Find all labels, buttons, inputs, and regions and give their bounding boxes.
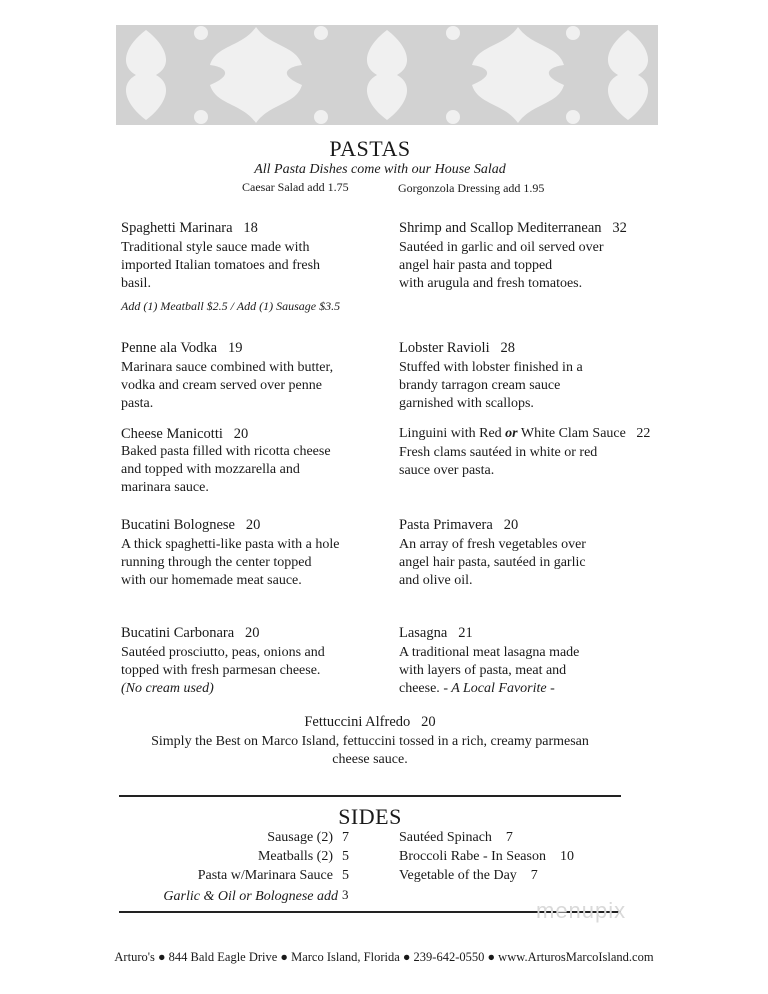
item-title bbox=[399, 625, 579, 642]
side-item-price: 3 bbox=[342, 887, 349, 902]
item-name: Lasagna bbox=[399, 625, 448, 641]
menu-item-lasagna bbox=[399, 625, 579, 698]
item-title bbox=[121, 625, 325, 642]
desc-line: A thick spaghetti-like pasta with a hole bbox=[121, 537, 340, 552]
side-item-price: 5 bbox=[342, 849, 349, 864]
damask-banner bbox=[116, 25, 658, 125]
side-item-name: Vegetable of the Day bbox=[399, 868, 517, 883]
item-description bbox=[399, 239, 627, 293]
desc-line: An array of fresh vegetables over bbox=[399, 537, 586, 552]
item-price: 20 bbox=[503, 517, 519, 533]
section-title-sides: SIDES bbox=[338, 804, 402, 829]
desc-line: with layers of pasta, meat and bbox=[399, 663, 567, 678]
side-item-name: Meatballs (2) bbox=[257, 849, 333, 864]
desc-line: with arugula and fresh tomatoes. bbox=[399, 276, 583, 291]
item-name: Bucatini Carbonara bbox=[121, 625, 235, 641]
item-price: 32 bbox=[612, 220, 627, 236]
desc-line bbox=[399, 680, 579, 698]
item-title bbox=[399, 220, 627, 237]
item-title bbox=[0, 714, 740, 731]
menu-item-bucatini-carbonara bbox=[121, 625, 325, 698]
menu-item-spaghetti-marinara bbox=[121, 220, 340, 314]
caesar-addon: Caesar Salad add 1.75 bbox=[242, 180, 349, 194]
item-name: Shrimp and Scallop Mediterranean bbox=[399, 220, 602, 236]
side-item-price: 7 bbox=[530, 868, 538, 883]
item-name: Linguini with Red bbox=[399, 426, 506, 441]
desc-line: pasta. bbox=[121, 396, 154, 411]
footer-address: Arturo's ● 844 Bald Eagle Drive ● Marco Island, Florida ● 239-642-0550 ● www.ArturosMarcoIsland.com bbox=[114, 950, 654, 964]
menu-item-bucatini-bolognese bbox=[121, 517, 340, 590]
item-note: (No cream used) bbox=[121, 681, 214, 696]
item-name: Spaghetti Marinara bbox=[121, 220, 233, 236]
side-item-price: 7 bbox=[342, 830, 349, 845]
item-description bbox=[399, 536, 586, 590]
item-description bbox=[399, 359, 583, 413]
menu-item-cheese-manicotti bbox=[121, 426, 331, 497]
item-description bbox=[0, 733, 740, 769]
item-description bbox=[121, 239, 340, 293]
local-favorite-note: - A Local Favorite - bbox=[443, 681, 555, 696]
item-description bbox=[121, 536, 340, 590]
item-title bbox=[121, 220, 340, 237]
desc-line: with our homemade meat sauce. bbox=[121, 573, 302, 588]
gorgonzola-addon: Gorgonzola Dressing add 1.95 bbox=[398, 181, 545, 195]
desc-line: A traditional meat lasagna made bbox=[399, 645, 580, 660]
item-title bbox=[399, 517, 586, 534]
desc-line: angel hair pasta and topped bbox=[399, 258, 553, 273]
item-title bbox=[121, 426, 331, 443]
desc-line: Fresh clams sautéed in white or red bbox=[399, 445, 598, 460]
section-title-pastas: PASTAS bbox=[329, 136, 411, 161]
item-price: 22 bbox=[636, 426, 651, 441]
menu-item-fettuccini-alfredo bbox=[0, 714, 740, 769]
desc-line: Stuffed with lobster finished in a bbox=[399, 360, 583, 375]
item-description bbox=[399, 644, 579, 698]
item-description bbox=[121, 443, 331, 497]
desc-line: vodka and cream served over penne bbox=[121, 378, 322, 393]
item-price: 19 bbox=[228, 340, 243, 356]
side-item-name: Pasta w/Marinara Sauce bbox=[197, 868, 333, 883]
desc-line: and topped with mozzarella and bbox=[121, 462, 300, 477]
side-item-price: 7 bbox=[505, 830, 513, 845]
desc-line: cheese sauce. bbox=[332, 752, 408, 767]
menu-item-lobster-ravioli bbox=[399, 340, 583, 413]
item-name: Fettuccini Alfredo bbox=[304, 714, 411, 730]
item-price: 18 bbox=[243, 220, 258, 236]
desc-line: and olive oil. bbox=[399, 573, 473, 588]
side-item-name: Broccoli Rabe - In Season bbox=[399, 849, 546, 864]
side-item-vegetable-of-day bbox=[399, 868, 538, 884]
item-title bbox=[121, 340, 333, 357]
desc-line: imported Italian tomatoes and fresh bbox=[121, 258, 321, 273]
desc-line: Sautéed in garlic and oil served over bbox=[399, 240, 604, 255]
item-title bbox=[121, 517, 340, 534]
desc-line: running through the center topped bbox=[121, 555, 312, 570]
menupix-watermark: menupix bbox=[536, 898, 627, 923]
desc-line: Traditional style sauce made with bbox=[121, 240, 310, 255]
item-name: White Clam Sauce bbox=[517, 426, 626, 441]
side-item-name: Garlic & Oil or Bolognese add bbox=[163, 889, 338, 904]
desc-line: basil. bbox=[121, 276, 151, 291]
desc-line: garnished with scallops. bbox=[399, 396, 534, 411]
damask-pattern-icon bbox=[116, 25, 658, 125]
menu-item-penne-vodka bbox=[121, 340, 333, 413]
item-price: 20 bbox=[245, 517, 261, 533]
side-item-price: 10 bbox=[559, 849, 574, 864]
side-item-sauteed-spinach bbox=[399, 830, 513, 846]
desc-line: Simply the Best on Marco Island, fettuccini tossed in a rich, creamy parmesan bbox=[151, 734, 589, 749]
pasta-subtitle: All Pasta Dishes come with our House Salad bbox=[254, 162, 506, 177]
item-description bbox=[399, 444, 650, 480]
menu-item-linguini-clam bbox=[399, 426, 650, 480]
item-name-or: or bbox=[505, 426, 518, 441]
item-name: Bucatini Bolognese bbox=[121, 517, 235, 533]
item-name: Lobster Ravioli bbox=[399, 340, 490, 356]
menu-item-shrimp-scallop bbox=[399, 220, 627, 293]
desc-line: Baked pasta filled with ricotta cheese bbox=[121, 444, 331, 459]
item-description bbox=[121, 644, 325, 698]
desc-line: Sautéed prosciutto, peas, onions and bbox=[121, 645, 325, 660]
side-item-price: 5 bbox=[342, 868, 349, 883]
item-price: 21 bbox=[458, 625, 473, 641]
item-name: Pasta Primavera bbox=[399, 517, 493, 533]
item-note: Add (1) Meatball $2.5 / Add (1) Sausage $3.5 bbox=[121, 299, 341, 313]
desc-line: sauce over pasta. bbox=[399, 463, 495, 478]
item-price: 20 bbox=[245, 625, 260, 641]
desc-line: Marinara sauce combined with butter, bbox=[121, 360, 334, 375]
desc-line: angel hair pasta, sautéed in garlic bbox=[399, 555, 586, 570]
divider bbox=[119, 795, 621, 797]
item-name: Cheese Manicotti bbox=[121, 426, 223, 442]
item-price: 28 bbox=[500, 340, 515, 356]
item-price: 20 bbox=[233, 426, 249, 442]
menu-item-pasta-primavera bbox=[399, 517, 586, 590]
desc-text: cheese. bbox=[399, 681, 444, 696]
item-name: Penne ala Vodka bbox=[121, 340, 218, 356]
item-description bbox=[121, 359, 333, 413]
side-item-broccoli-rabe bbox=[399, 849, 574, 865]
side-item-name: Sausage (2) bbox=[267, 830, 333, 845]
item-title bbox=[399, 426, 650, 442]
item-price: 20 bbox=[421, 714, 436, 730]
item-title bbox=[399, 340, 583, 357]
desc-line: marinara sauce. bbox=[121, 480, 209, 495]
desc-line: brandy tarragon cream sauce bbox=[399, 378, 561, 393]
side-item-name: Sautéed Spinach bbox=[399, 830, 492, 845]
desc-line: topped with fresh parmesan cheese. bbox=[121, 663, 321, 678]
